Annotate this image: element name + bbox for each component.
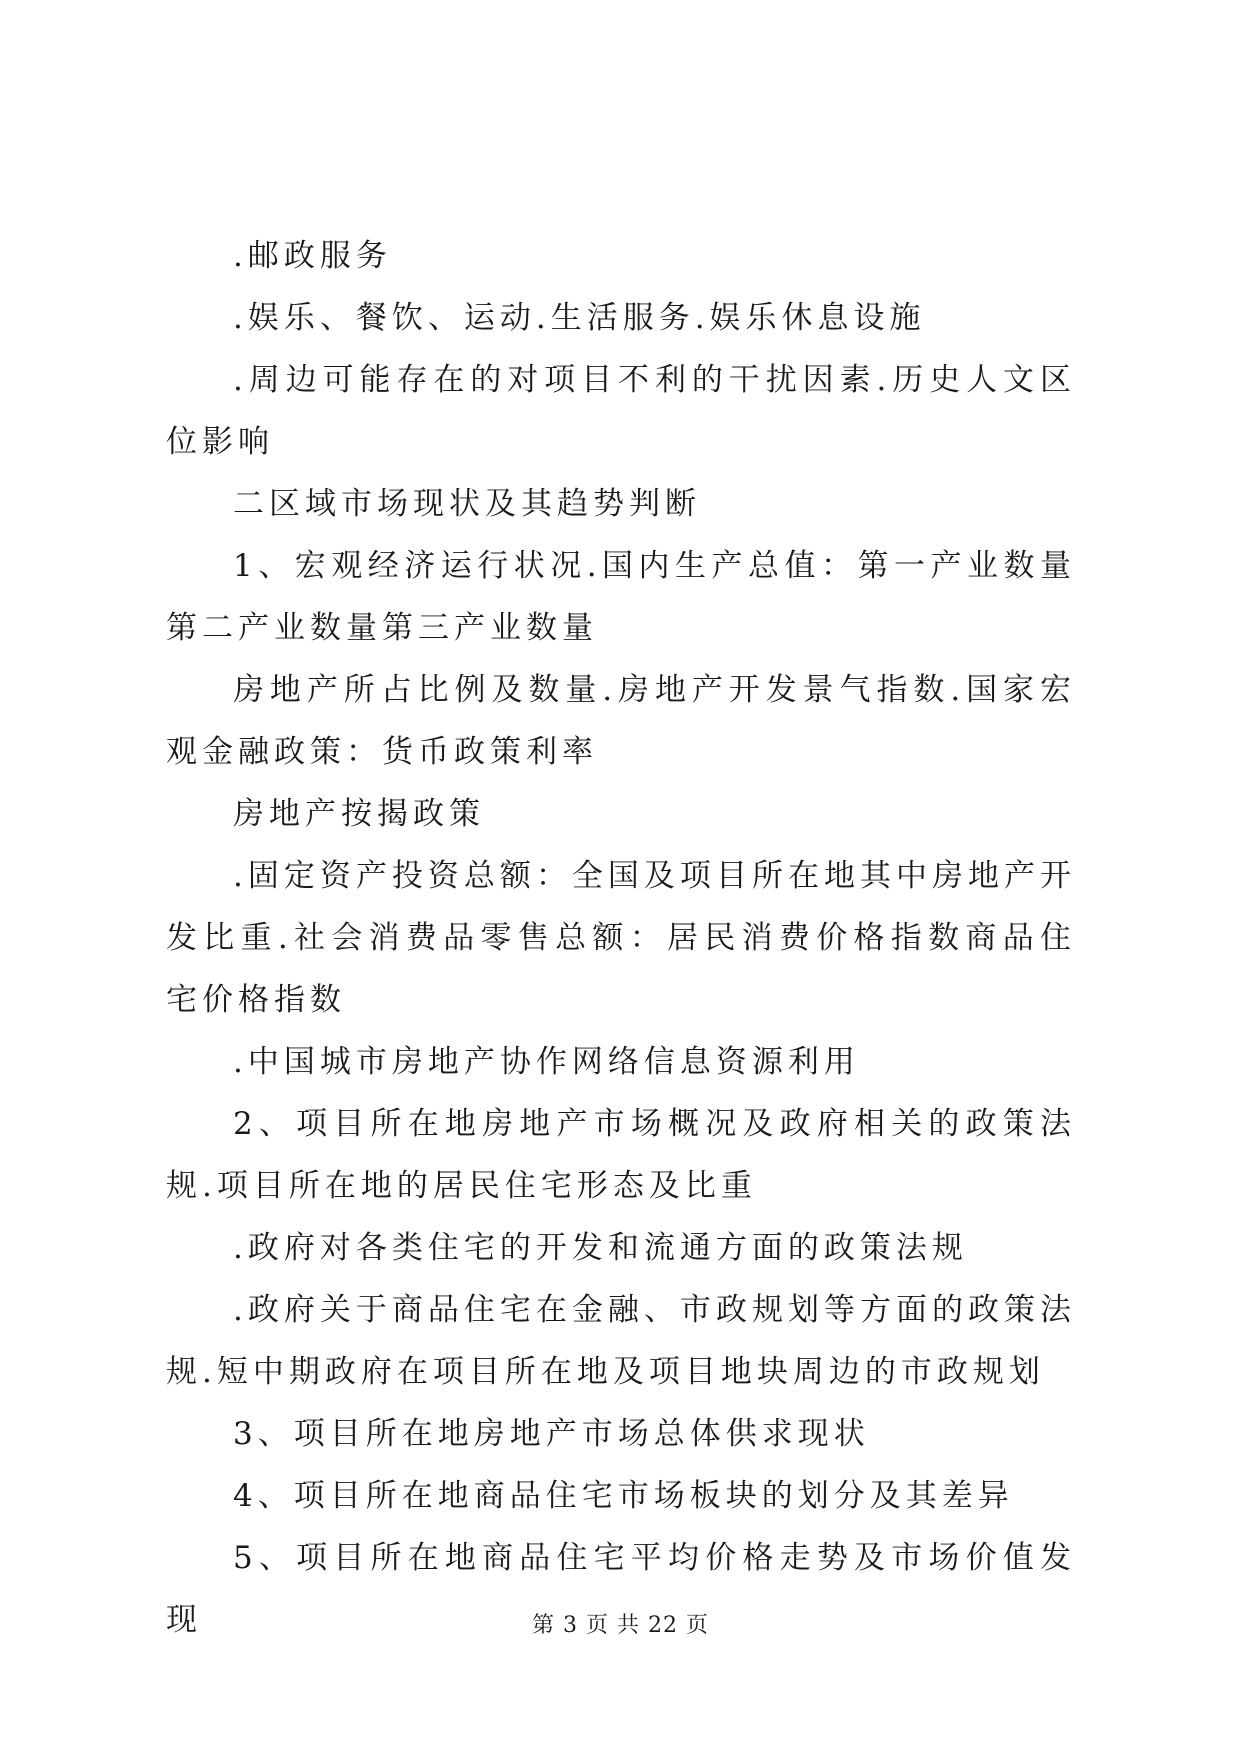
- paragraph: 房地产按揭政策: [233, 796, 485, 832]
- paragraph: 5、项目所在地商品住宅平均价格走势及市场价值发现: [166, 1540, 1076, 1638]
- paragraph: 4、项目所在地商品住宅市场板块的划分及其差异: [233, 1478, 1014, 1514]
- paragraph: .政府关于商品住宅在金融、市政规划等方面的政策法规.短中期政府在项目所在地及项目地块周边的市政规划: [166, 1292, 1076, 1390]
- paragraph: .中国城市房地产协作网络信息资源利用: [233, 1044, 860, 1080]
- paragraph: 房地产所占比例及数量.房地产开发景气指数.国家宏观金融政策：货币政策利率: [166, 672, 1076, 770]
- paragraph: .固定资产投资总额：全国及项目所在地其中房地产开发比重.社会消费品零售总额：居民消费价格指数商品住宅价格指数: [166, 858, 1076, 1018]
- paragraph: 1、宏观经济运行状况.国内生产总值：第一产业数量第二产业数量第三产业数量: [166, 548, 1076, 646]
- paragraph: .娱乐、餐饮、运动.生活服务.娱乐休息设施: [233, 300, 926, 336]
- paragraph: 2、项目所在地房地产市场概况及政府相关的政策法规.项目所在地的居民住宅形态及比重: [166, 1106, 1076, 1204]
- paragraph: .邮政服务: [233, 238, 392, 274]
- paragraph: 3、项目所在地房地产市场总体供求现状: [233, 1416, 870, 1452]
- document-body: [166, 225, 1076, 1651]
- page-number-footer: 第 3 页 共 22 页: [532, 1613, 709, 1638]
- section-heading: 二区域市场现状及其趋势判断: [233, 486, 701, 522]
- paragraph: .周边可能存在的对项目不利的干扰因素.历史人文区位影响: [166, 362, 1076, 460]
- paragraph: .政府对各类住宅的开发和流通方面的政策法规: [233, 1230, 968, 1266]
